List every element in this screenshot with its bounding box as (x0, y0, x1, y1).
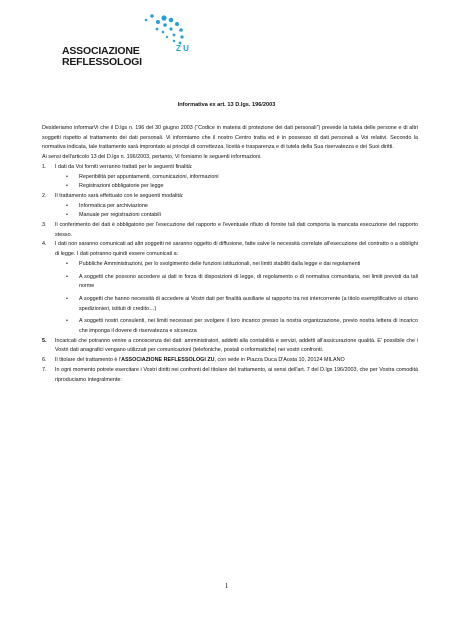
item-number: 7. (42, 366, 47, 373)
document-body (42, 124, 418, 385)
item-number: 2. (42, 192, 47, 199)
bullet-icon: • (66, 183, 68, 190)
numbered-item (42, 240, 418, 259)
bullet-item (42, 182, 418, 192)
bullet-item (42, 211, 418, 221)
intro-paragraph: Desideriamo informarVi che il D.lgs n. 196 del 30 giugno 2003 (“Codice in materia di protezione dei dati personali”) prevede la tutela delle persone e di altri soggetti rispetto al trattamento dei dati personali. Vi informiamo che il nostro Centro tratta ed è in possesso di dati personali a Voi relativi. Secondo la normativa indicata, tale trattamento sarà improntato ai principi di correttezza, liceità e trasparenza e di tutela della Sua riservatezza e dei Suoi diritti. (42, 125, 418, 151)
bullet-text: Manuale per registrazioni contabili (79, 212, 161, 219)
bullet-text: Pubbliche Amministrazioni, per lo svolgimento delle funzioni istituzionali, nei limiti stabiliti dalla legge e dai regolamenti (79, 260, 361, 267)
bullet-item (42, 173, 418, 183)
item-text (55, 356, 418, 366)
item-number: 1. (42, 163, 47, 170)
item-text: Il conferimento dei dati è obbligatorio per l'esecuzione del rapporto e l'eventuale rifiuto di fornire tali dati comporta la mancata esecuzione del rapporto stesso. (55, 222, 418, 238)
page-number: 1 (224, 582, 229, 590)
numbered-item (42, 163, 418, 173)
bullet-icon: • (66, 260, 68, 267)
bullet-icon: • (66, 295, 68, 302)
item-text: Incaricati che potranno venire a conoscenza dei dati: amministratori, addetti alla contabilità e servizi, addetti all'assicurazione qualità. E' possibile che i Vostri dati anagrafici vengano utilizzati per comunicazioni (telefoniche, postali o informatiche) nei vostri confronti. (55, 337, 418, 354)
bullet-text: A soggetti che hanno necessità di accedere ai Vostri dati per finalità ausiliarie al rapporto tra noi intercorrente (a titolo esemplificativo si citano spedizionieri, istituti di credito…) (79, 295, 418, 312)
bullet-item (42, 202, 418, 212)
logo-wordmark (62, 46, 142, 68)
numbered-item (42, 366, 418, 385)
item-number: 5. (42, 337, 47, 344)
item-text: I dati da Voi forniti verranno trattati per le seguenti finalità: (55, 163, 193, 170)
owner-text-suffix: , con sede in Piazza Duca D'Aosta 10, 20124 MILANO (214, 357, 345, 364)
logo-line-2: REFLESSOLOGI (62, 56, 142, 68)
logo-mark-icon (62, 10, 192, 50)
document-heading: Informativa ex art. 13 D.lgs. 196/2003 (177, 102, 276, 108)
numbered-item (42, 356, 418, 366)
numbered-item (42, 221, 418, 240)
item-text: I dati non saranno comunicati ad altri soggetti né saranno oggetto di diffusione, fatte salve le necessità correlate all'esecuzione del contratto o a obblighi di legge. I dati potranno quindi essere comunicati a: (55, 241, 418, 258)
bullet-icon: • (66, 318, 68, 325)
owner-name: ASSOCIAZIONE REFLESSOLOGI ZU (121, 357, 215, 364)
item-text: In ogni momento potrete esercitare i Vostri diritti nei confronti del titolare del trattamento, ai sensi dell'art. 7 del D.lgs 196/2003, che per Vostra comodità riproduciamo integralmente: (55, 366, 418, 383)
bullet-item (42, 317, 418, 336)
bullet-item (42, 260, 418, 270)
bullet-icon: • (66, 173, 68, 180)
bullet-text: Registrazioni obbligatorie per legge (79, 183, 164, 190)
numbered-item (42, 192, 418, 202)
item-number: 6. (42, 357, 47, 364)
bullet-icon: • (66, 212, 68, 219)
bullet-icon: • (66, 273, 68, 280)
intro-paragraph: Ai sensi dell'articolo 13 del D.lgs n. 196/2003, pertanto, Vi forniamo le seguenti informazioni. (42, 154, 262, 161)
bullet-text: Informatica per archiviazione (79, 202, 148, 209)
owner-text-prefix: Il titolare del trattamento è l' (55, 357, 122, 364)
bullet-item (42, 295, 418, 314)
logo-line-1: ASSOCIAZIONE (62, 45, 140, 57)
item-text: Il trattamento sarà effettuato con le seguenti modalità: (55, 192, 184, 199)
logo-letters: Z U (176, 44, 189, 53)
numbered-item (42, 337, 418, 356)
bullet-icon: • (66, 202, 68, 209)
bullet-text: A soggetti che possono accedere ai dati in forza di disposizioni di legge, di regolamento o di normativa comunitaria, nei limiti previsti da tali norme (79, 273, 418, 290)
item-number: 3. (42, 222, 47, 229)
item-number: 4. (42, 241, 47, 248)
bullet-text: A soggetti nostri consulenti, nei limiti necessari per svolgere il loro incarico presso la nostra organizzazione, previo nostra lettera di incarico che imponga il dovere di riservatezza e sicurezza (79, 318, 418, 335)
bullet-text: Reperibilità per appuntamenti, comunicazioni, informazioni (79, 173, 219, 180)
bullet-item (42, 273, 418, 292)
